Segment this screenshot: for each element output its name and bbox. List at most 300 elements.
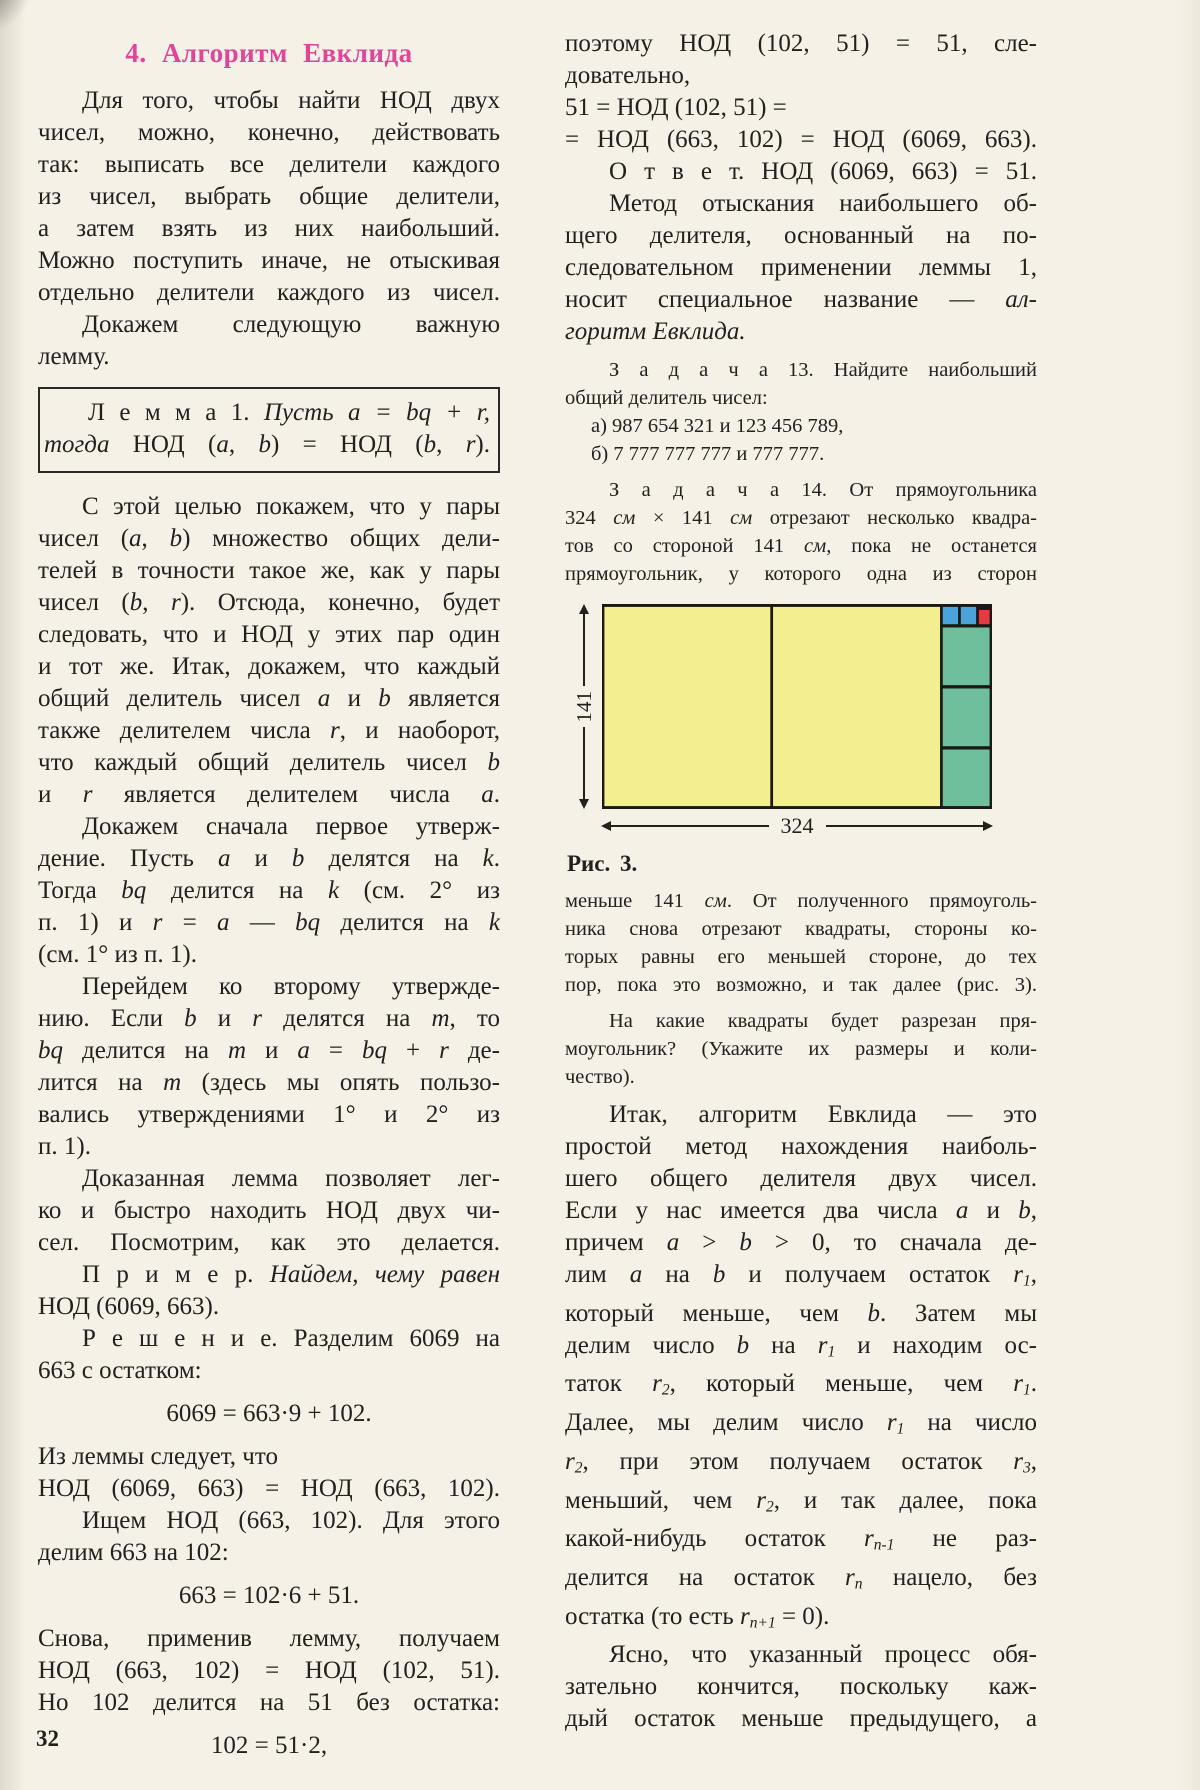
text-line [38, 309, 500, 341]
text-run: > 0, то сначала де- [751, 1229, 1037, 1256]
text-run: на число [904, 1409, 1038, 1437]
text-run: r [845, 1564, 855, 1592]
equation [38, 1398, 500, 1430]
text-run: шего общего делителя двух чисел. [565, 1165, 1037, 1192]
square-141-second [772, 604, 942, 809]
text-line [38, 907, 500, 939]
text-line [565, 1007, 1037, 1035]
text-run: Ясно, что указанный процесс обя- [609, 1641, 1037, 1669]
text-run: чество). [565, 1066, 635, 1088]
text-run: п. 1) и [38, 909, 153, 936]
text-line [565, 252, 1037, 284]
text-run: что каждый общий делитель чисел [38, 749, 488, 776]
square-42-second [941, 687, 992, 748]
text-run: вались утверждениями 1° и 2° из [38, 1101, 500, 1128]
text-line [38, 555, 500, 587]
text-line [38, 811, 500, 843]
text-run: прямоугольник, у которого одна из сторон [565, 563, 1037, 585]
text-run: r [439, 1037, 449, 1064]
paragraph [38, 811, 500, 971]
text-run: нию. Если [38, 1005, 185, 1032]
text-run: Для того, чтобы найти НОД двух [82, 87, 500, 114]
text-run: a [666, 1229, 680, 1256]
text-run: (см. 1° из п. 1). [38, 941, 197, 968]
text-run: b [423, 431, 437, 458]
text-line [38, 117, 500, 149]
text-run: b [1018, 1197, 1031, 1224]
text-line [38, 747, 500, 779]
text-run: a [317, 685, 331, 712]
text-line [38, 1163, 500, 1195]
text-run: r [886, 1409, 897, 1437]
text-line [38, 213, 500, 245]
text-run: , [228, 431, 259, 458]
text-run: 102 = 51·2, [210, 1732, 328, 1759]
text-run: телей в точности такое же, как у пары [38, 557, 500, 584]
text-run: r [863, 1525, 874, 1553]
text-run: зательно кончится, поскольку каж- [565, 1673, 1037, 1701]
text-line [565, 504, 1037, 532]
text-run: общий делитель чисел [38, 685, 318, 712]
text-run: n [854, 1575, 863, 1593]
text-line [38, 1227, 500, 1259]
text-run: a [481, 781, 494, 808]
text-run: чисел ( [38, 525, 130, 552]
text-run: ) = НОД ( [270, 431, 424, 458]
text-run: Снова, применив лемму, получаем [38, 1625, 500, 1652]
text-run: 2 [765, 1498, 774, 1516]
text-line [38, 683, 500, 715]
text-run: . Затем мы [880, 1299, 1037, 1327]
text-run: НОД (663, 102) = НОД (102, 51). [38, 1657, 500, 1684]
text-run: b [378, 685, 391, 712]
text-run: причем [565, 1229, 667, 1256]
text-run: 324 [565, 507, 614, 529]
text-run: r [1013, 1261, 1023, 1288]
paragraph [565, 188, 1037, 348]
text-run: r [329, 717, 340, 744]
text-run: дый остаток меньше предыдущего, а [565, 1705, 1037, 1733]
text-run: r [1013, 1370, 1023, 1398]
text-line [565, 1671, 1037, 1703]
text-run: на [642, 1261, 713, 1288]
text-line [565, 92, 1037, 124]
text-run: 3 [1023, 1459, 1031, 1477]
text-run: Итак, алгоритм Евклида — это [609, 1101, 1037, 1128]
text-run: Но 102 делится на 51 без остатка: [38, 1689, 500, 1716]
right-column-text-bottom [565, 887, 1037, 1735]
text-line [38, 843, 500, 875]
text-run: ника снова отрезают квадраты, стороны ко- [565, 918, 1037, 940]
text-line [565, 1601, 1037, 1640]
text-run: который меньше, чем [565, 1299, 868, 1327]
text-line [565, 1639, 1037, 1671]
text-line [565, 1703, 1037, 1735]
text-line [565, 1163, 1037, 1195]
text-run: и [196, 1005, 253, 1032]
text-run: меньший, чем [565, 1486, 757, 1514]
text-run: является делителем числа [92, 781, 482, 808]
square-42-third [941, 748, 992, 809]
text-run: r [465, 431, 476, 458]
text-line [565, 28, 1037, 60]
text-line [38, 1003, 500, 1035]
text-run: не раз- [894, 1525, 1037, 1553]
text-line [565, 943, 1037, 971]
text-line [44, 397, 490, 429]
text-line [565, 1227, 1037, 1259]
text-line [38, 149, 500, 181]
text-line [38, 1623, 500, 1655]
text-run: r [171, 589, 181, 616]
text-run: , и так далее, пока [773, 1486, 1037, 1514]
square-42-first [941, 626, 992, 687]
text-run: горитм Евклида. [565, 318, 746, 345]
text-run: b [736, 1331, 750, 1359]
text-line [38, 1035, 500, 1067]
text-line [565, 1099, 1037, 1131]
dimension-line [583, 727, 585, 799]
text-line [565, 1562, 1037, 1601]
text-run: . [493, 781, 500, 808]
text-line [565, 1063, 1037, 1091]
text-run: остатка (то есть [565, 1602, 740, 1630]
text-line [38, 1291, 500, 1323]
text-run: 1 [827, 1343, 836, 1361]
text-run: , и наоборот, [339, 717, 500, 744]
right-column [565, 28, 1037, 1735]
paragraph [38, 1163, 500, 1259]
text-line [38, 715, 500, 747]
text-run: Перейдем ко второму утвержде- [82, 973, 500, 1000]
text-run: нацело, без [862, 1564, 1037, 1592]
text-line [38, 341, 500, 373]
text-run: следовать, что и НОД у этих пар один [38, 621, 500, 648]
text-run: , то [449, 1005, 500, 1032]
text-run: отрезают несколько квадра- [752, 507, 1037, 529]
text-run: а затем взять из них наибольший. [38, 215, 500, 242]
text-run: и [246, 1037, 298, 1064]
text-run: делится на [146, 877, 328, 904]
text-run: r [82, 781, 93, 808]
paragraph [565, 1639, 1037, 1735]
text-line [38, 971, 500, 1003]
text-run: З а д а ч а 14. От прямоугольника [609, 479, 1037, 501]
text-run: Метод отыскания наибольшего об- [609, 190, 1037, 217]
text-run: общий делитель чисел: [565, 387, 768, 409]
text-run: × 141 [635, 507, 731, 529]
left-column-text [38, 85, 500, 1762]
text-run: — [229, 909, 296, 936]
text-line [38, 1067, 500, 1099]
text-run: m [163, 1069, 182, 1096]
text-run: k [488, 909, 500, 936]
text-run: лится на [38, 1069, 164, 1096]
text-run: a [129, 525, 142, 552]
equation [38, 1580, 500, 1612]
text-run: б) 7 777 777 777 и 777 777. [591, 443, 825, 465]
paragraph [38, 491, 500, 811]
text-run: делится на остаток [565, 1564, 846, 1592]
text-line [565, 1259, 1037, 1298]
text-line [38, 651, 500, 683]
text-line [565, 476, 1037, 504]
text-run: + [387, 1037, 440, 1064]
text-run: и [230, 845, 292, 872]
text-run: и получаем остаток [725, 1261, 1014, 1288]
text-run: Р е ш е н и е. Разделим 6069 на [82, 1325, 500, 1352]
text-line [565, 412, 1037, 440]
text-run: Ищем НОД (663, 102). Для этого [82, 1507, 500, 1534]
text-run: О т в е т. НОД (6069, 663) = 51. [609, 158, 1037, 185]
text-run: п. 1). [38, 1133, 91, 1160]
text-run: = 0). [775, 1602, 830, 1630]
height-dimension-label: 141 [571, 690, 596, 723]
paragraph [38, 1505, 500, 1569]
text-line [565, 356, 1037, 384]
text-run: r [252, 1005, 263, 1032]
text-run: (см. 2° из [339, 877, 500, 904]
text-run: = [162, 909, 218, 936]
text-line [565, 915, 1037, 943]
text-line [38, 277, 500, 309]
text-line [38, 939, 500, 971]
text-run: лим [565, 1261, 630, 1288]
text-run: b [487, 749, 500, 776]
text-run: bq [38, 1037, 63, 1064]
text-run: на [749, 1331, 818, 1359]
paragraph [565, 1099, 1037, 1639]
text-line [38, 1537, 500, 1569]
text-run: = [309, 1037, 362, 1064]
square-15-first [941, 604, 959, 626]
text-run: торых равны его меньшей стороне, до тех [565, 946, 1037, 968]
text-run: и [968, 1197, 1019, 1224]
paragraph [38, 1623, 500, 1719]
text-run: П р и м е р. [82, 1261, 270, 1288]
paragraph [565, 92, 1037, 156]
paragraph [565, 1007, 1037, 1091]
text-run: ко и быстро находить НОД двух чи- [38, 1197, 500, 1224]
text-run: , [436, 431, 466, 458]
text-run: делим число [565, 1331, 737, 1359]
text-run: из чисел, выбрать общие делители, [38, 183, 500, 210]
text-run: m [431, 1005, 450, 1032]
paragraph [38, 1323, 500, 1387]
text-run: Докажем сначала первое утверж- [82, 813, 500, 840]
text-line [38, 85, 500, 117]
text-line [565, 1195, 1037, 1227]
text-run: тогда [44, 431, 133, 458]
text-run: a [217, 845, 231, 872]
paragraph [565, 156, 1037, 188]
text-line [565, 1131, 1037, 1163]
text-run: a [297, 1037, 310, 1064]
text-line [38, 1441, 500, 1473]
text-run: r [565, 1447, 575, 1475]
paragraph [565, 356, 1037, 468]
text-run: см [704, 890, 727, 912]
text-line [565, 284, 1037, 316]
text-run: де- [448, 1037, 500, 1064]
text-run: r [152, 909, 163, 936]
text-run: и [38, 781, 83, 808]
text-run: поэтому НОД (102, 51) = 51, сле- [565, 30, 1037, 57]
text-line [565, 1298, 1037, 1330]
text-line [565, 1368, 1037, 1407]
text-run: Доказанная лемма позволяет лег- [82, 1165, 500, 1192]
text-run: 2 [661, 1382, 670, 1400]
text-run: ). Отсюда, конечно, будет [180, 589, 501, 616]
text-run: Из леммы следует, что [38, 1443, 278, 1470]
text-line [565, 971, 1037, 999]
paragraph [38, 1259, 500, 1323]
dimension-line [611, 825, 769, 827]
width-dimension-label: 324 [780, 813, 814, 838]
text-run: и тот же. Итак, докажем, что каждый [38, 653, 500, 680]
text-run: b [867, 1299, 881, 1327]
right-column-text-top [565, 28, 1037, 588]
text-line [38, 1259, 500, 1291]
text-run: и [330, 685, 379, 712]
text-run: довательно, [565, 62, 691, 89]
text-line [565, 316, 1037, 348]
text-run: моугольник? (Укажите их размеры и коли- [565, 1038, 1037, 1060]
text-run: 1 [896, 1420, 905, 1438]
vertical-dimension-arrow [569, 604, 599, 809]
text-line [38, 1473, 500, 1505]
lemma-box [38, 387, 500, 473]
text-run: . [1030, 1370, 1037, 1398]
text-run: 1 [1022, 1272, 1031, 1290]
text-line [38, 1099, 500, 1131]
text-run: отдельно делители каждого из чисел. [38, 279, 500, 306]
text-run: а) 987 654 321 и 123 456 789, [591, 415, 844, 437]
text-line [565, 560, 1037, 588]
text-line [565, 124, 1037, 156]
text-line [565, 440, 1037, 468]
text-line [565, 1485, 1037, 1524]
square-141-first [602, 604, 772, 809]
paragraph [38, 971, 500, 1163]
text-line [38, 587, 500, 619]
text-line [38, 1195, 500, 1227]
text-run: см [804, 535, 827, 557]
arrow-down-icon [579, 799, 589, 809]
text-line [44, 429, 490, 461]
text-run: НОД (6069, 663). [38, 1293, 220, 1320]
text-line [38, 245, 500, 277]
text-line [38, 619, 500, 651]
text-line [565, 188, 1037, 220]
text-run: , который меньше, чем [669, 1370, 1014, 1398]
text-run: k [327, 877, 340, 904]
text-run: k [482, 845, 494, 872]
text-run: , пока не останется [826, 535, 1037, 557]
text-run: Найдем, чему равен [269, 1261, 500, 1288]
text-run: З а д а ч а 13. Найдите наибольший [609, 359, 1037, 381]
text-run: простой метод нахождения наиболь- [565, 1133, 1037, 1160]
arrow-left-icon [601, 821, 611, 831]
text-run: делится на [320, 909, 489, 936]
text-run: r [652, 1370, 662, 1398]
text-run: НОД ( [132, 431, 217, 458]
text-run: bq [295, 909, 321, 936]
text-run: Докажем следующую важную [82, 311, 500, 338]
text-run: меньше 141 [565, 890, 705, 912]
text-run: На какие квадраты будет разрезан пря- [609, 1010, 1037, 1032]
equation [38, 1730, 500, 1762]
arrow-up-icon [579, 604, 589, 614]
page-number: 32 [36, 1726, 59, 1751]
text-run: n+1 [749, 1614, 776, 1632]
text-run: b [258, 431, 271, 458]
text-run: 663 = 102·6 + 51. [178, 1582, 360, 1609]
text-line [38, 1505, 500, 1537]
text-line [38, 1687, 500, 1719]
text-run: 2 [574, 1459, 583, 1477]
text-line [38, 1655, 500, 1687]
figure-caption: Рис. 3. [567, 851, 638, 876]
text-run: 663 с остатком: [38, 1357, 202, 1384]
text-run: следовательном применении леммы 1, [565, 254, 1037, 281]
text-run: ал- [1005, 286, 1037, 313]
text-run: , при этом получаем остаток [582, 1447, 1014, 1475]
text-line [565, 156, 1037, 188]
text-run: , [1030, 1447, 1037, 1475]
text-line [565, 60, 1037, 92]
text-run: Если у нас имеется два числа [565, 1197, 956, 1224]
text-run: лемму. [38, 343, 110, 370]
text-run: Можно поступить иначе, не отыскивая [38, 247, 500, 274]
text-line [38, 779, 500, 811]
text-run: , [1030, 1261, 1037, 1288]
text-run: так: выписать все делители каждого [38, 151, 500, 178]
text-run: см [730, 507, 753, 529]
square-15-second [960, 604, 978, 626]
text-run: щего делителя, основанный на по- [565, 222, 1037, 249]
text-line [565, 1035, 1037, 1063]
text-run: делится на [63, 1037, 228, 1064]
text-run: дение. Пусть [38, 845, 218, 872]
text-run: пор, пока это возможно, и так далее (рис. 3). [565, 974, 1037, 996]
text-line [38, 1355, 500, 1387]
text-run: a [629, 1261, 643, 1288]
text-line [38, 875, 500, 907]
dimension-line [583, 614, 585, 686]
text-run: Пусть a = bq + r, [263, 399, 490, 426]
text-run: , [141, 525, 170, 552]
text-run: a [955, 1197, 969, 1224]
text-run: 6069 = 663·9 + 102. [166, 1400, 372, 1427]
text-run: r [1013, 1447, 1023, 1475]
paragraph [565, 476, 1037, 588]
text-run: (здесь мы опять пользо- [181, 1069, 500, 1096]
text-run: Тогда [38, 877, 122, 904]
text-run: b [129, 589, 143, 616]
text-run: делятся на [304, 845, 483, 872]
text-line [565, 532, 1037, 560]
text-run: чисел ( [38, 589, 130, 616]
text-run: b [739, 1229, 752, 1256]
text-line [565, 1407, 1037, 1446]
text-line [565, 384, 1037, 412]
text-line [565, 1446, 1037, 1485]
text-run: сел. Посмотрим, как это делается. [38, 1229, 500, 1256]
text-run: тов со стороной 141 [565, 535, 804, 557]
text-run: Л е м м а 1. [88, 399, 264, 426]
text-run: r [756, 1486, 766, 1514]
